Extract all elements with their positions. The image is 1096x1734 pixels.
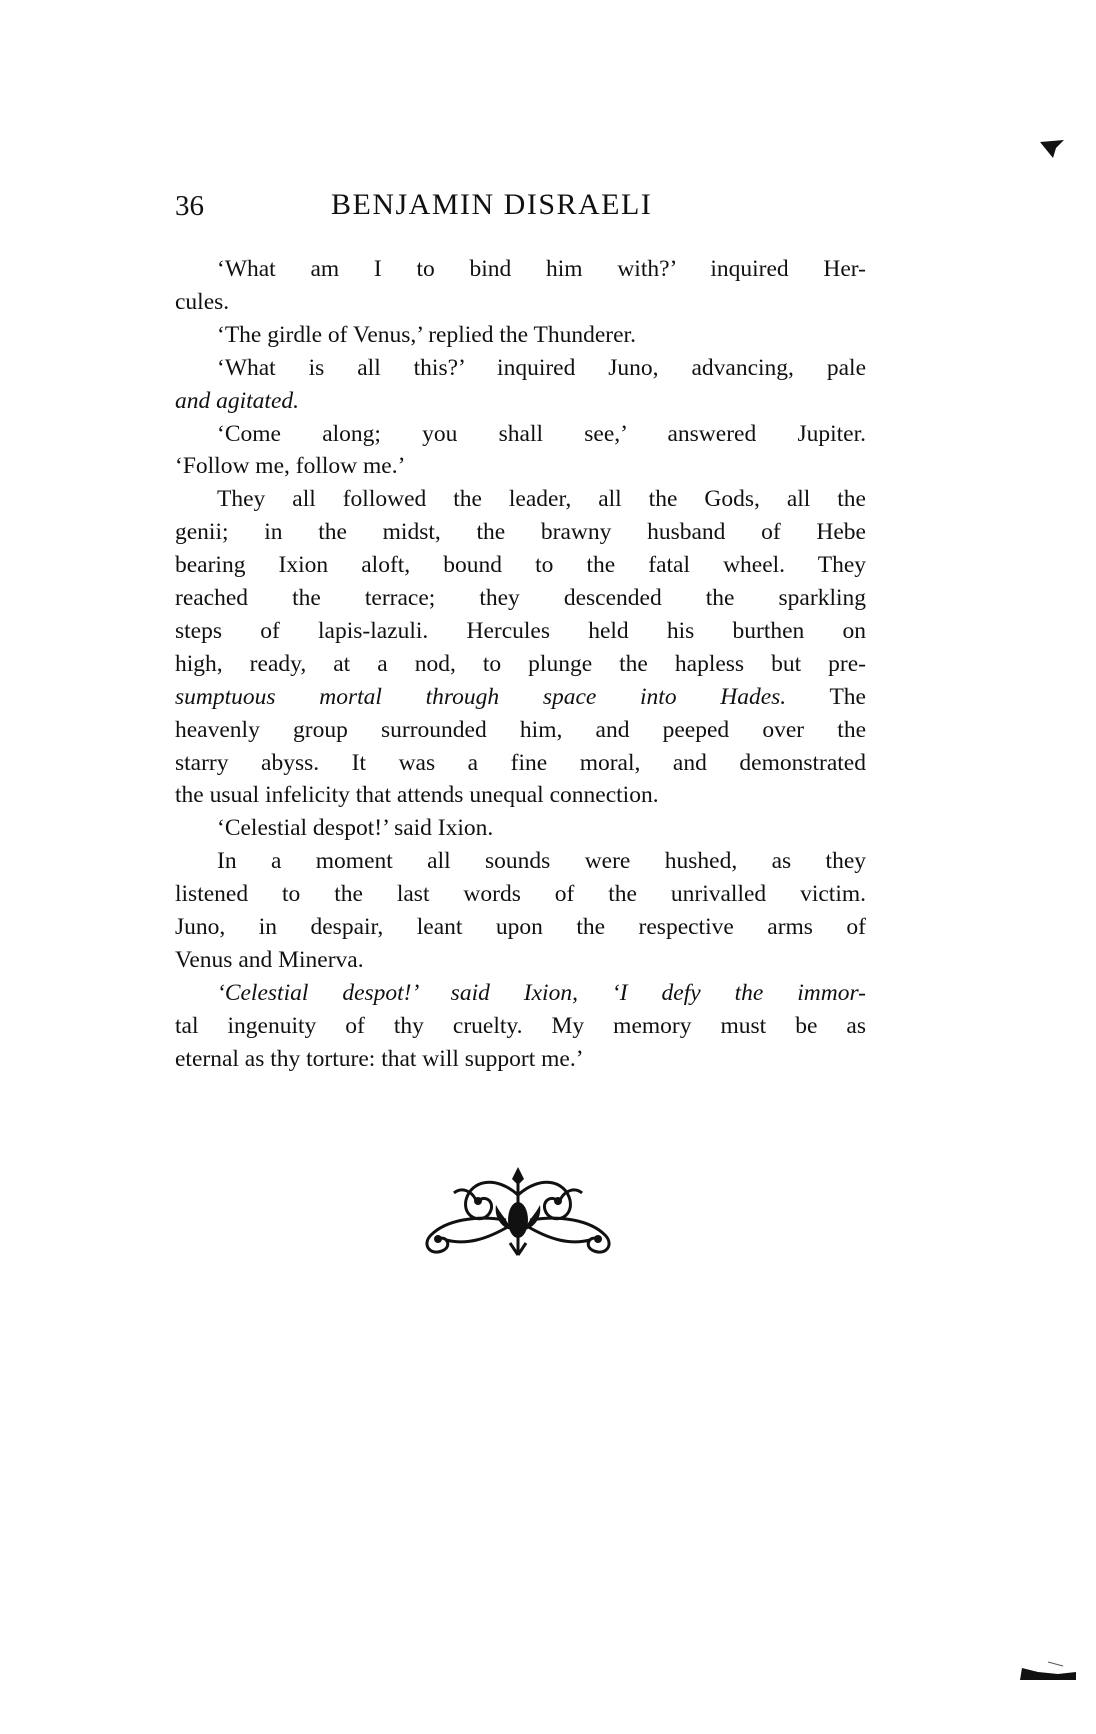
italic-text: and agitated. — [175, 387, 300, 414]
text-run: ‘What am I to bind him with?’ inquired Her- — [217, 256, 866, 282]
italic-text: sumptuous mortal through space into Hades. — [175, 683, 787, 710]
text-run: steps of lapis-lazuli. Hercules held his burthen on — [175, 617, 866, 644]
corner-mark-icon — [1040, 140, 1064, 160]
text-line — [175, 254, 866, 284]
text-run: cules. — [175, 288, 230, 315]
text-run: In a moment all sounds were hushed, as they — [217, 848, 866, 875]
corner-smudge-icon — [1018, 1660, 1078, 1682]
text-run: ‘Come along; you shall see,’ answered Jupiter. — [217, 420, 866, 447]
text-run: reached the terrace; they descended the sparkling — [175, 585, 866, 611]
text-run: high, ready, at a nod, to plunge the hapless but pre- — [175, 650, 866, 677]
text-line — [175, 287, 866, 317]
text-line — [175, 419, 866, 449]
text-run: ‘Follow me, follow me.’ — [175, 453, 406, 480]
text-line — [175, 846, 866, 876]
text-line — [175, 353, 866, 383]
text-run: ‘The girdle of Venus,’ replied the Thunderer. — [217, 321, 636, 348]
text-line — [175, 550, 866, 580]
text-line — [175, 813, 866, 843]
text-line — [175, 682, 866, 712]
page-number: 36 — [175, 190, 204, 222]
text-line — [175, 945, 866, 975]
text-run: genii; in the midst, the brawny husband of Hebe — [175, 519, 866, 546]
text-line — [175, 780, 866, 810]
text-line — [175, 616, 866, 646]
text-run: The — [786, 683, 866, 710]
text-run: They all followed the leader, all the Gods, all the — [217, 486, 866, 513]
text-run: bearing Ixion aloft, bound to the fatal wheel. They — [175, 552, 866, 579]
text-run: the usual infelicity that attends unequal connection. — [175, 782, 659, 809]
text-line — [175, 451, 866, 481]
text-line — [175, 517, 866, 547]
text-line — [175, 879, 866, 909]
text-run: Venus and Minerva. — [175, 946, 364, 973]
text-run: listened to the last words of the unrivalled victim. — [175, 881, 866, 908]
text-line — [175, 649, 866, 679]
text-line — [175, 978, 866, 1008]
text-run: heavenly group surrounded him, and peeped over the — [175, 716, 866, 743]
text-run: eternal as thy torture: that will support me.’ — [175, 1045, 584, 1072]
text-run: starry abyss. It was a fine moral, and demonstrated — [175, 749, 866, 776]
text-run: ‘Celestial despot!’ said Ixion. — [217, 815, 494, 842]
text-line — [175, 715, 866, 745]
text-line — [175, 386, 866, 416]
text-run: tal ingenuity of thy cruelty. My memory must be as — [175, 1012, 866, 1039]
italic-text: ‘Celestial despot!’ said Ixion, ‘I defy the immor- — [217, 979, 866, 1006]
text-line — [175, 748, 866, 778]
running-title: BENJAMIN DISRAELI — [331, 188, 653, 221]
text-line — [175, 1011, 866, 1041]
text-line — [175, 320, 866, 350]
text-line — [175, 912, 866, 942]
text-run: ‘What is all this?’ inquired Juno, advancing, pale — [217, 354, 866, 381]
text-line — [175, 484, 866, 514]
text-line — [175, 583, 866, 613]
text-line — [175, 1044, 866, 1074]
fleuron-ornament-icon — [416, 1165, 621, 1270]
text-run: Juno, in despair, leant upon the respective arms of — [175, 914, 866, 940]
